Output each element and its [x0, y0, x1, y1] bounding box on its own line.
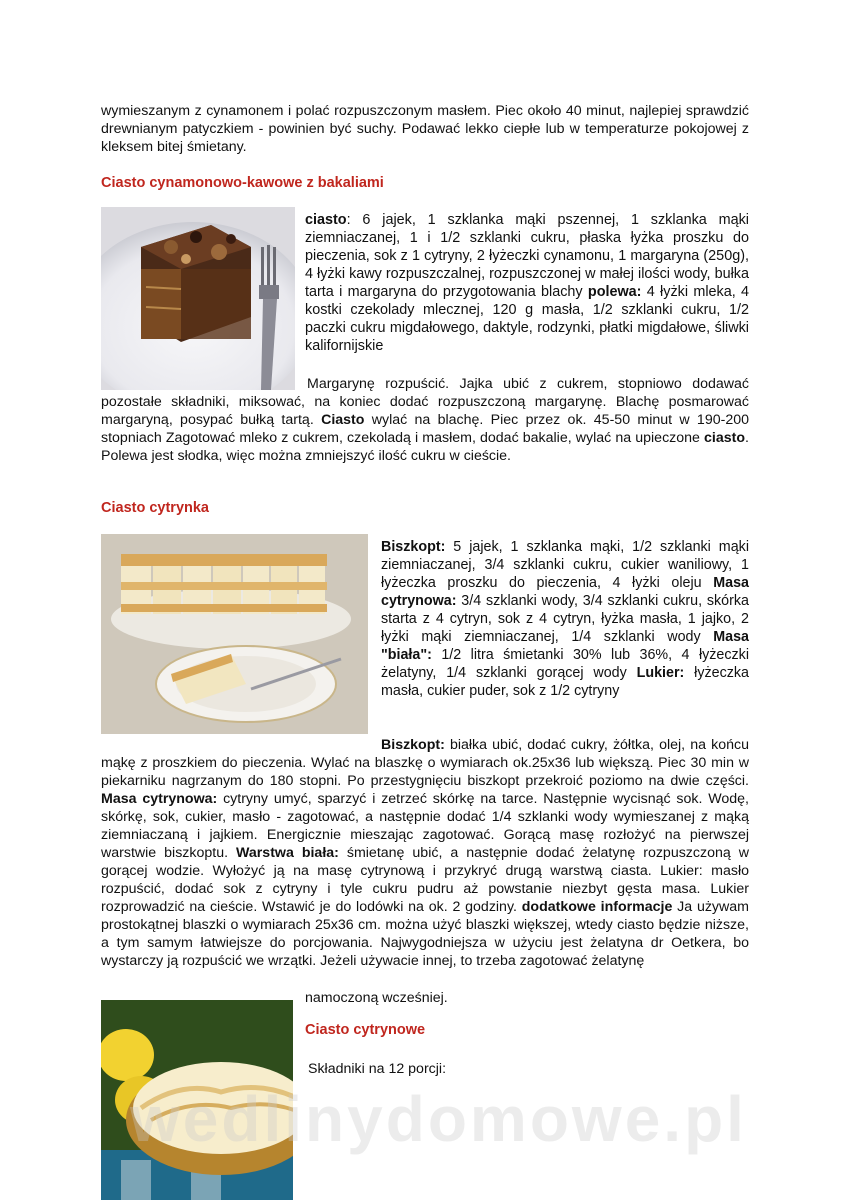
recipe1-ingredients: ciasto: 6 jajek, 1 szklanka mąki pszennej, 1 szklanka mąki ziemniaczanej, 1 i 1/2 szklanki cukru, płaska łyżka proszku do pieczenia, sok z 1 cytryny, 2 łyżeczki cynamonu, 1 margaryna (250g), 4 łyżki kawy rozpuszczalnej, rozpuszczonej w małej ilości wody, bułka tarta i margaryna do przygotowania blachy polewa: 4 łyżki mleka, 4 kostki czekolady mlecznej, 120 g masła, 1/2 szklanki cukru, 1/2 paczki cukru migdałowego, daktyle, rodzynki, płatki migdałowe, śliwki kalifornijskie [305, 212, 749, 354]
recipe2-ingredients: Biszkopt: 5 jajek, 1 szklanka mąki, 1/2 szklanki mąki ziemniaczanej, 3/4 szklanki cukru, cukier waniliowy, 1 łyżeczka proszku do pieczenia, 4 łyżki oleju Masa cytrynowa: 3/4 szklanki wody, 3/4 szklanki cukru, skórka starta z 4 cytryn, sok z 4 cytryn, łyżka masła, 1 jajko, 2 łyżki mąki ziemniaczanej, 1/4 szklanki wody Masa "biała": 1/2 litra śmietanki 30% lub 36%, 4 łyżeczki żelatyny, 1/4 szklanki gorącej wody Lukier: łyżeczka masła, cukier puder, sok z 1/2 cytryny [381, 539, 749, 699]
intro-paragraph: wymieszanym z cynamonem i polać rozpuszczonym masłem. Piec około 40 minut, najlepiej sprawdzić drewnianym patyczkiem - powinien być suchy. Podawać lekko ciepłe lub w temperaturze pokojowej z kleksem bitej śmietany. [101, 103, 749, 155]
recipe-title-cytrynowe: Ciasto cytrynowe [305, 1022, 426, 1038]
recipe2-method-end: namoczoną wcześniej. [305, 990, 448, 1006]
recipe-title-cytrynka: Ciasto cytrynka [101, 500, 209, 516]
recipe2-method: Biszkopt: białka ubić, dodać cukry, żółtka, olej, na końcu mąkę z proszkiem do pieczenia. Wylać na blaszkę o wymiarach ok.25x36 lub większą. Piec 30 min w piekarniku nagrzanym do 180 stopni. Po przestygnięciu biszkopt przekroić poziomo na dwie części. Masa cytrynowa: cytryny umyć, sparzyć i zetrzeć skórkę na tarce. Następnie wycisnąć sok. Wodę, skórkę, sok, cukier, masło - zagotować, a następnie dodać 1/4 szklanki wody wymieszanej z mąką ziemniaczaną i jajkiem. Energicznie mieszając zagotować. Gorącą masę rozłożyć na pierwszej warstwie biszkoptu. Warstwa biała: śmietanę ubić, a następnie dodać żelatynę rozpuszczoną w gorącej wodzie. Wyłożyć ją na masę cytrynową i przykryć drugą warstwą ciasta. Lukier: masło rozpuścić, dodać sok z cytryny i tyle cukru pudru aż powstanie niezbyt gęsta masa. Lukier rozprowadzić na cieście. Wstawić je do lodówki na ok. 2 godziny. dodatkowe informacje Ja używam prostokątnej blaszki o wymiarach 25x36 cm. można użyć blaszki większej, wtedy ciasto będzie niższe, a tym samym łatwiejsze do porcjowania. Najwygodniejsza w użyciu jest żelatyna dr Oetkera, bo wystarczy ją rozpuścić we wrzątki. Jeżeli używacie innej, to trzeba zagotować żelatynę [101, 737, 749, 969]
recipe1-method: Margarynę rozpuścić. Jajka ubić z cukrem, stopniowo dodawać pozostałe składniki, miksować, na koniec dodać rozpuszczoną margarynę. Blachę posmarować margaryną, posypać bułką tartą. Ciasto wylać na blachę. Piec przez ok. 45-50 minut w 190-200 stopniach Zagotować mleko z cukrem, czekoladą i masłem, dodać bakalie, wylać na upieczone ciasto. Polewa jest słodka, więc można zmniejszyć ilość cukru w cieście. [101, 376, 749, 464]
cake-photo-cinnamon [101, 207, 295, 390]
cake-photo-lemon-slices [101, 534, 368, 734]
recipe3-servings: Składniki na 12 porcji: [308, 1061, 447, 1077]
watermark-text: wedlinydomowe.pl [130, 1083, 747, 1155]
recipe-title-cinnamon-coffee: Ciasto cynamonowo-kawowe z bakaliami [101, 175, 384, 191]
